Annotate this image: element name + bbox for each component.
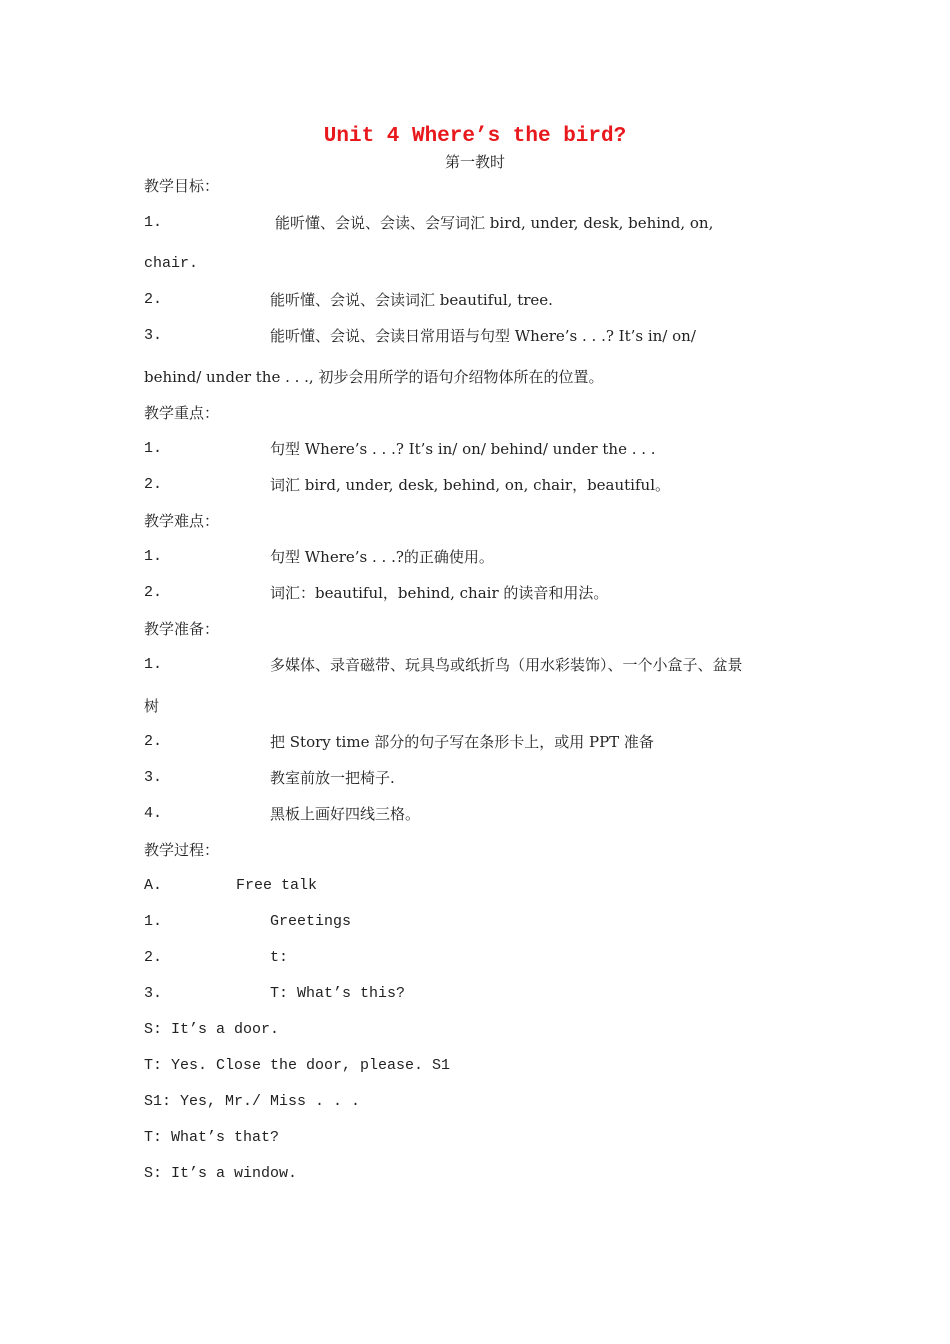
dialog-line: T: Yes. Close the door, please. S1: [144, 1057, 451, 1074]
preparation-2-number: 2.: [144, 733, 163, 750]
lesson-subtitle: 第一教时: [444, 153, 505, 171]
key-points-heading: 教学重点：: [144, 404, 220, 422]
process-2-text: t:: [270, 949, 289, 966]
process-1-number: 1.: [144, 913, 163, 930]
process-2-number: 2.: [144, 949, 163, 966]
preparation-4-number: 4.: [144, 805, 163, 822]
preparation-4-text: 黑板上画好四线三格。: [270, 805, 421, 823]
difficulty-1-text: 句型 Where’s . . .?的正确使用。: [270, 548, 494, 566]
difficulties-heading: 教学难点：: [144, 512, 220, 530]
process-3-text: T: What’s this?: [270, 985, 406, 1002]
objectives-heading: 教学目标：: [144, 177, 220, 195]
objective-1-text: 能听懂、会说、会读、会写词汇 bird, under, desk, behind, on,: [275, 214, 714, 232]
difficulty-1-number: 1.: [144, 548, 163, 565]
objective-1-number: 1.: [144, 214, 163, 231]
dialog-line: T: What’s that?: [144, 1129, 280, 1146]
process-heading: 教学过程：: [144, 841, 220, 859]
document-title: Unit 4 Where’s the bird?: [323, 125, 627, 148]
section-a-label: A.: [144, 877, 163, 894]
preparation-1-continuation: 树: [144, 697, 160, 715]
objective-3-continuation: behind/ under the . . ., 初步会用所学的语句介绍物体所在的位置。: [144, 368, 604, 386]
dialog-line: S: It’s a window.: [144, 1165, 298, 1182]
difficulty-2-number: 2.: [144, 584, 163, 601]
preparation-1-text: 多媒体、录音磁带、玩具鸟或纸折鸟（用水彩装饰）、一个小盒子、盆景: [270, 656, 743, 674]
preparation-1-number: 1.: [144, 656, 163, 673]
objective-2-text: 能听懂、会说、会读词汇 beautiful, tree.: [270, 291, 553, 309]
objective-1-continuation: chair.: [144, 255, 199, 272]
preparation-3-text: 教室前放一把椅子.: [270, 769, 395, 787]
objective-2-number: 2.: [144, 291, 163, 308]
objective-3-text: 能听懂、会说、会读日常用语与句型 Where’s . . .? It’s in/ on/: [270, 327, 696, 345]
key-point-2-number: 2.: [144, 476, 163, 493]
difficulty-2-text: 词汇：beautiful，behind, chair 的读音和用法。: [270, 584, 609, 602]
objective-3-number: 3.: [144, 327, 163, 344]
key-point-1-number: 1.: [144, 440, 163, 457]
key-point-1-text: 句型 Where’s . . .? It’s in/ on/ behind/ under the . . .: [270, 440, 656, 458]
section-a-text: Free talk: [236, 877, 318, 894]
dialog-line: S: It’s a door.: [144, 1021, 280, 1038]
preparation-2-text: 把 Story time 部分的句子写在条形卡上，或用 PPT 准备: [270, 733, 654, 751]
dialog-line: S1: Yes, Mr./ Miss . . .: [144, 1093, 361, 1110]
key-point-2-text: 词汇 bird, under, desk, behind, on, chair，beautiful。: [270, 476, 670, 494]
process-3-number: 3.: [144, 985, 163, 1002]
process-1-text: Greetings: [270, 913, 352, 930]
preparation-heading: 教学准备：: [144, 620, 220, 638]
preparation-3-number: 3.: [144, 769, 163, 786]
